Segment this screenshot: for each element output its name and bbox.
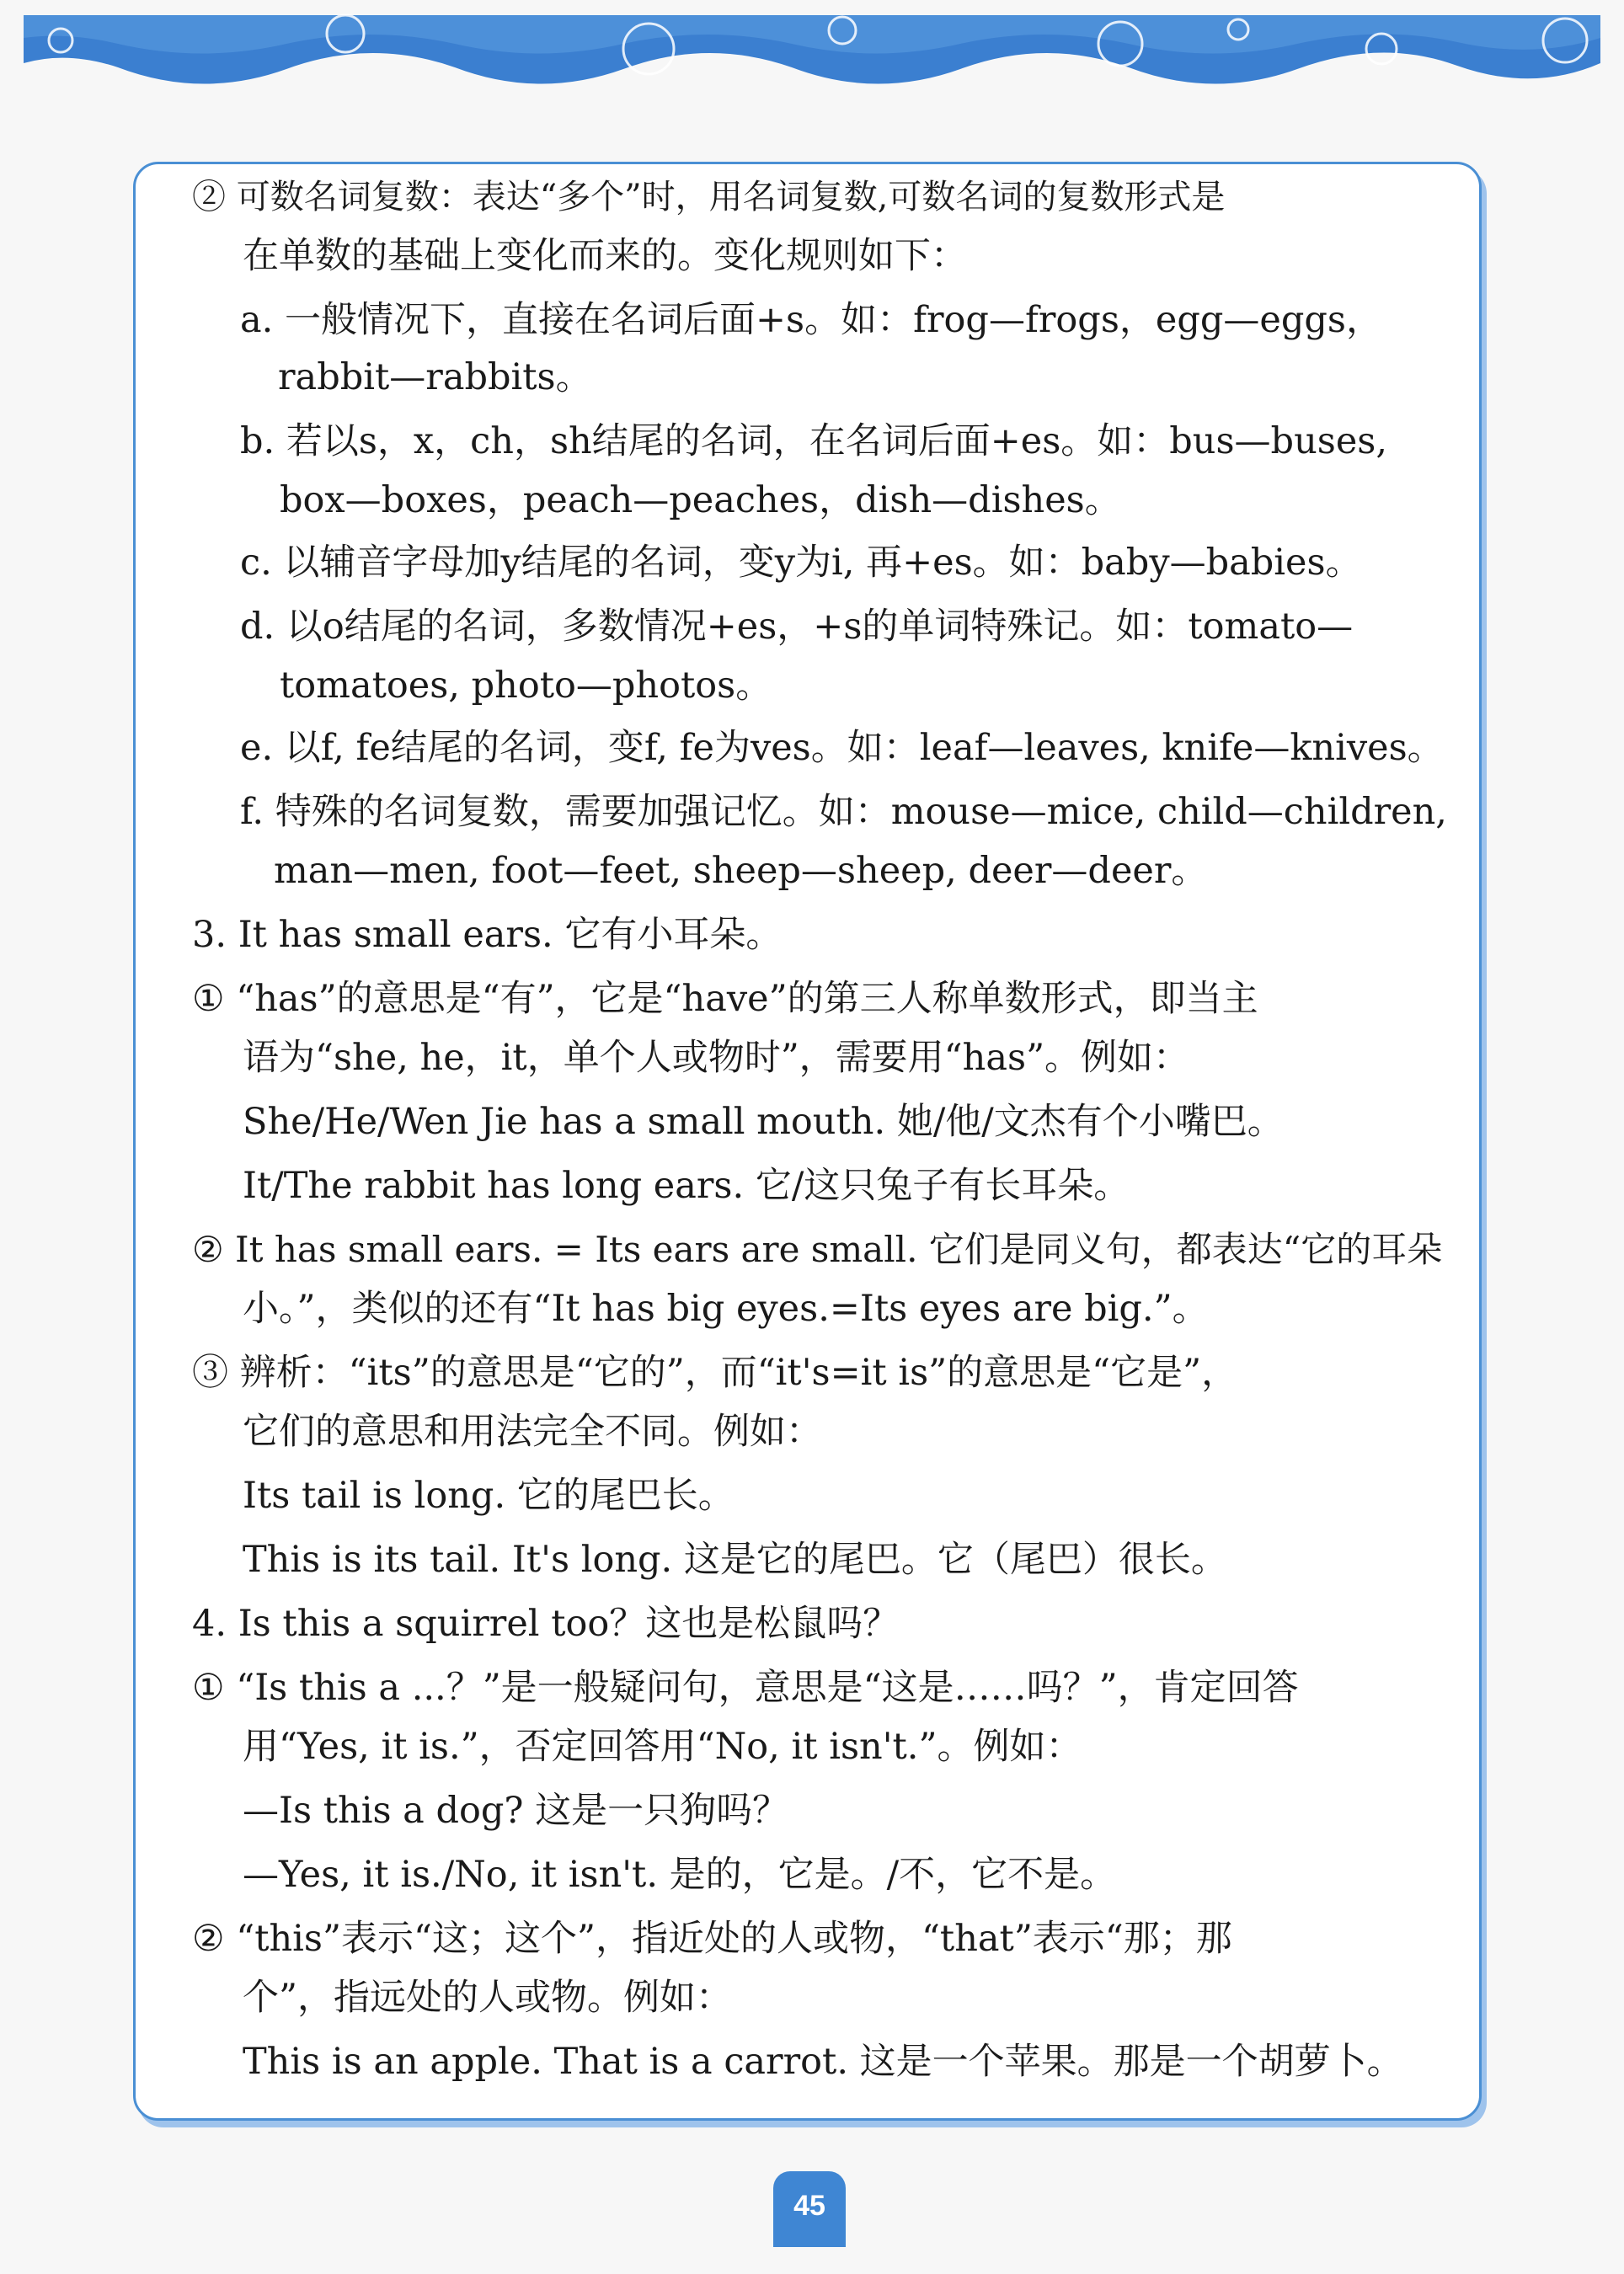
text-line-21: 它们的意思和用法完全不同。例如： — [243, 1411, 822, 1453]
text-line-27: —Is this a dog? 这是一只狗吗？ — [243, 1790, 789, 1832]
text-line-18: ② It has small ears. = Its ears are small. 它们是同义句，都表达“它的耳朵 — [192, 1229, 1443, 1270]
text-line-5: b. 若以s，x，ch，sh结尾的名词，在名词后面+es。如：bus—buses, — [240, 420, 1388, 462]
text-line-6: box—boxes，peach—peaches，dish—dishes。 — [280, 479, 1121, 521]
text-line-14: ① “has”的意思是“有”，它是“have”的第三人称单数形式，即当主 — [192, 978, 1258, 1020]
text-line-17: It/The rabbit has long ears. 它/这只兔子有长耳朵。 — [243, 1165, 1130, 1207]
text-line-20: ③ 辨析：“its”的意思是“它的”，而“it's=it is”的意思是“它是”， — [192, 1352, 1238, 1394]
text-line-29: ② “this”表示“这；这个”，指近处的人或物，“that”表示“那；那 — [192, 1918, 1232, 1960]
text-line-26: 用“Yes, it is.”，否定回答用“No, it isn't.”。例如： — [243, 1726, 1082, 1768]
text-line-28: —Yes, it is./No, it isn't. 是的，它是。/不，它不是。 — [243, 1854, 1117, 1896]
text-line-4: rabbit—rabbits。 — [278, 356, 592, 398]
text-line-1: ② 可数名词复数：表达“多个”时，用名词复数,可数名词的复数形式是 — [192, 178, 1226, 216]
text-line-16: She/He/Wen Jie has a small mouth. 她/他/文杰有个小嘴巴。 — [243, 1101, 1284, 1143]
wave-header-decoration — [0, 0, 1624, 126]
text-line-15: 语为“she, he，it，单个人或物时”，需要用“has”。例如： — [243, 1037, 1190, 1079]
page-number-tab — [773, 2171, 846, 2247]
text-line-31: This is an apple. That is a carrot. 这是一个苹果。那是一个胡萝卜。 — [243, 2041, 1403, 2083]
text-line-7: c. 以辅音字母加y结尾的名词，变y为i, 再+es。如：baby—babies。 — [240, 542, 1362, 584]
text-line-11: f. 特殊的名词复数，需要加强记忆。如：mouse—mice, child—children, — [240, 791, 1447, 833]
text-line-10: e. 以f, fe结尾的名词，变f, fe为ves。如：leaf—leaves, knife—knives。 — [240, 727, 1444, 769]
text-line-3: a. 一般情况下，直接在名词后面+s。如：frog—frogs，egg—eggs， — [240, 299, 1382, 341]
text-line-23: This is its tail. It's long. 这是它的尾巴。它（尾巴）很长。 — [243, 1539, 1227, 1581]
text-line-19: 小。”，类似的还有“It has big eyes.=Its eyes are big.”。 — [243, 1288, 1209, 1330]
page-number: 45 — [793, 2190, 825, 2222]
text-line-8: d. 以o结尾的名词，多数情况+es，+s的单词特殊记。如：tomato— — [240, 606, 1354, 648]
text-line-9: tomatoes, photo—photos。 — [280, 665, 772, 707]
text-line-12: man—men, foot—feet, sheep—sheep, deer—deer。 — [274, 850, 1208, 892]
text-line-30: 个”，指远处的人或物。例如： — [243, 1977, 732, 2019]
section-heading-3: 3. It has small ears. 它有小耳朵。 — [192, 914, 783, 956]
text-line-25: ① “Is this a ...？”是一般疑问句，意思是“这是……吗？”，肯定回答 — [192, 1667, 1299, 1709]
text-line-22: Its tail is long. 它的尾巴长。 — [243, 1475, 735, 1517]
text-line-2: 在单数的基础上变化而来的。变化规则如下： — [243, 235, 967, 277]
section-heading-4: 4. Is this a squirrel too？这也是松鼠吗？ — [192, 1603, 900, 1645]
